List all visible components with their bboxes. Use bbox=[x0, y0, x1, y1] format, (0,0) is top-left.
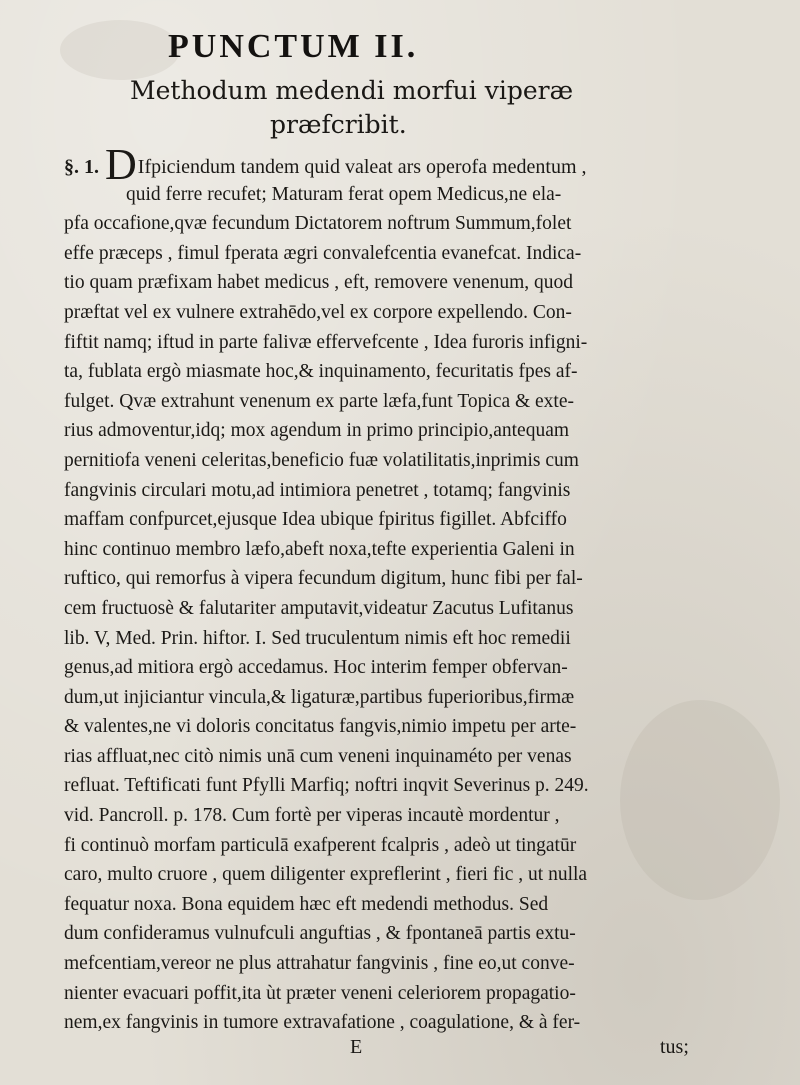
text-line: dum,ut injiciantur vincula,& ligaturæ,partibus fuperioribus,firmæ bbox=[64, 686, 575, 708]
chapter-subtitle: Methodum medendi morfui viperæ bbox=[130, 76, 574, 105]
text-line: caro, multo cruore , quem diligenter expreflerint , fieri fic , ut nulla bbox=[64, 864, 588, 886]
text-line: nienter evacuari poffit,ita ùt præter veneni celeriorem propagatio- bbox=[64, 982, 576, 1004]
text-line: fulget. Qvæ extrahunt venenum ex parte læfa,funt Topica & exte- bbox=[64, 390, 574, 412]
catchword: tus; bbox=[660, 1036, 689, 1058]
text-line: tio quam præfixam habet medicus , eft, removere venenum, quod bbox=[64, 272, 574, 294]
text-line: effe præceps , fimul fperata ægri convalefcentia evanefcat. Indica- bbox=[64, 242, 582, 264]
text-line: hinc continuo membro læfo,abeft noxa,tefte experientia Galeni in bbox=[64, 538, 575, 560]
paper-stain bbox=[60, 20, 180, 80]
text-line: rias affluat,nec citò nimis unā cum veneni inquinaméto per venas bbox=[64, 745, 572, 767]
text-line: dum confideramus vulnufculi anguftias , & fpontaneā partis extu- bbox=[64, 923, 576, 945]
first-line bbox=[64, 140, 704, 189]
chapter-subtitle-continued: præfcribit. bbox=[270, 110, 407, 139]
text-line: fiftit namq; iftud in parte falivæ effervefcente , Idea furoris infigni- bbox=[64, 331, 588, 353]
text-line: maffam confpurcet,ejusque Idea ubique fpiritus figillet. Abfciffo bbox=[64, 509, 567, 531]
signature-mark: E bbox=[350, 1036, 363, 1058]
text-line: fequatur noxa. Bona equidem hæc eft medendi methodus. Sed bbox=[64, 893, 549, 915]
drop-cap: D bbox=[105, 140, 137, 189]
text-line: quid ferre recufet; Maturam ferat opem Medicus,ne ela- bbox=[126, 183, 562, 205]
text-line: lib. V, Med. Prin. hiftor. I. Sed truculentum nimis eft hoc remedii bbox=[64, 627, 571, 649]
text-line: & valentes,ne vi doloris concitatus fangvis,nimio impetu per arte- bbox=[64, 716, 577, 738]
text-line: pernitiofa veneni celeritas,beneficio fuæ volatilitatis,inprimis cum bbox=[64, 449, 579, 471]
text-line: rius admoventur,idq; mox agendum in primo principio,antequam bbox=[64, 420, 570, 442]
text-line: pfa occafione,qvæ fecundum Dictatorem noftrum Summum,folet bbox=[64, 213, 572, 235]
chapter-title: PUNCTUM II. bbox=[168, 28, 419, 65]
text-line: cem fructuosè & falutariter amputavit,videatur Zacutus Lufitanus bbox=[64, 597, 574, 619]
first-line-text: Ifpiciendum tandem quid valeat ars operofa medentum , bbox=[137, 156, 587, 178]
text-line: præftat vel ex vulnere extrahēdo,vel ex corpore expellendo. Con- bbox=[64, 301, 572, 323]
text-line: genus,ad mitiora ergò accedamus. Hoc interim femper obfervan- bbox=[64, 657, 568, 679]
text-line: fi continuò morfam particulā exafperent fcalpris , adeò ut tingatūr bbox=[64, 834, 577, 856]
text-line: ruftico, qui remorfus à vipera fecundum digitum, hunc fibi per fal- bbox=[64, 568, 583, 590]
body-text bbox=[64, 140, 704, 1038]
text-line: nem,ex fangvinis in tumore extravafatione , coagulatione, & à fer- bbox=[64, 1012, 581, 1034]
text-line: fangvinis circulari motu,ad intimiora penetret , totamq; fangvinis bbox=[64, 479, 571, 501]
text-line: vid. Pancroll. p. 178. Cum fortè per viperas incautè mordentur , bbox=[64, 805, 560, 827]
text-line: mefcentiam,vereor ne plus attrahatur fangvinis , fine eo,ut conve- bbox=[64, 953, 575, 975]
section-mark: §. 1. bbox=[64, 156, 99, 178]
text-line: ta, fublata ergò miasmate hoc,& inquinamento, fecuritatis fpes af- bbox=[64, 361, 578, 383]
text-line: refluat. Teftificati funt Pfylli Marfiq; noftri inqvit Severinus p. 249. bbox=[64, 775, 589, 797]
